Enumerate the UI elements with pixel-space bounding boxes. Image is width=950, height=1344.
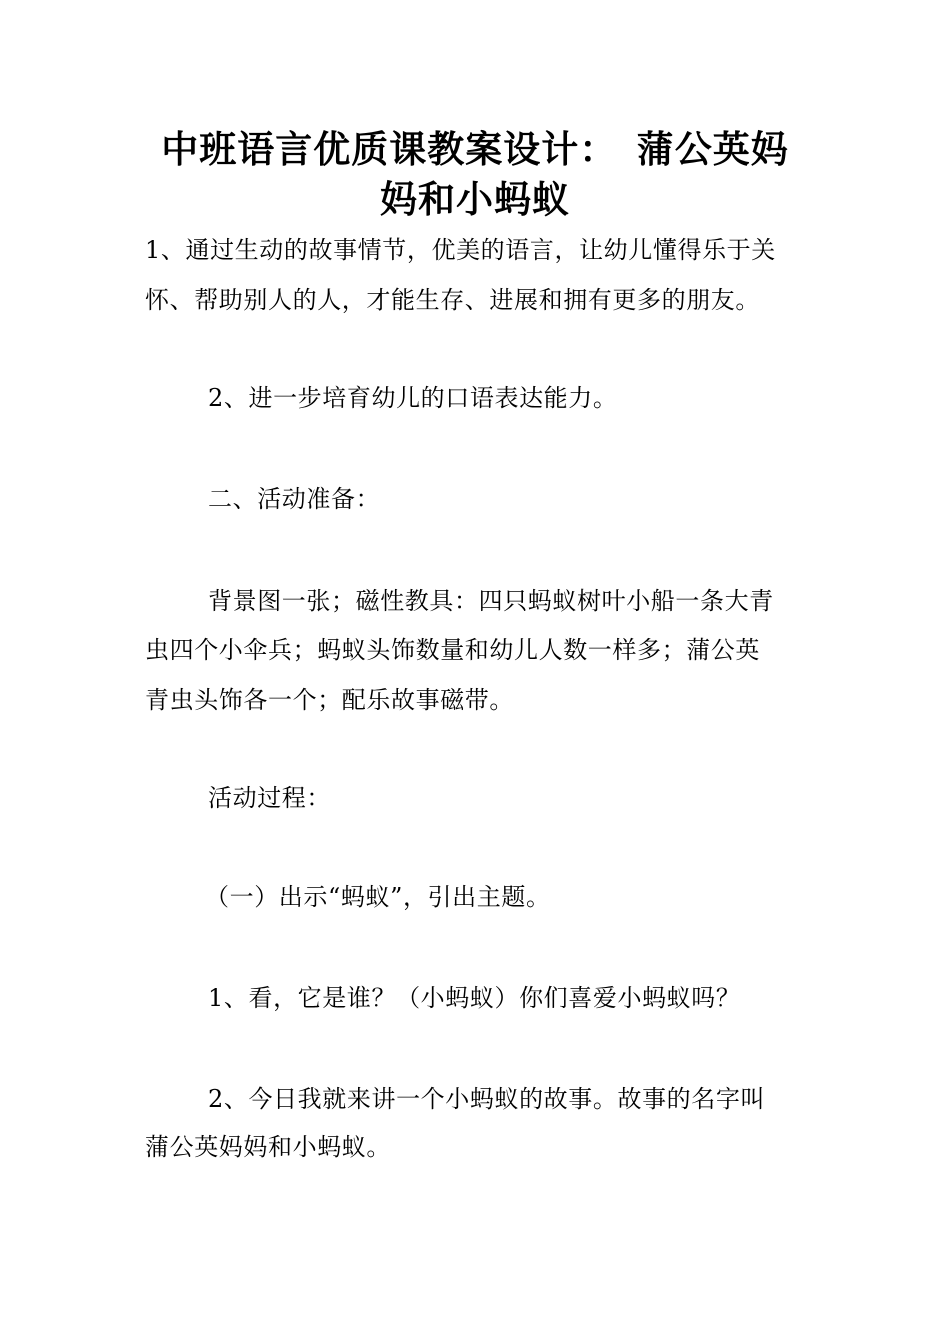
paragraph-1-line-1: 1、通过生动的故事情节，优美的语言，让幼儿懂得乐于关: [145, 236, 776, 264]
materials-line-3: 青虫头饰各一个；配乐故事磁带。: [145, 686, 514, 714]
paragraph-1-line-2: 怀、帮助别人的人，才能生存、进展和拥有更多的朋友。: [145, 286, 760, 314]
document-title-line-2: 妈和小蚂蚁: [380, 178, 570, 221]
materials-line-2: 虫四个小伞兵；蚂蚁头饰数量和幼儿人数一样多；蒲公英: [145, 636, 760, 664]
document-title-line-1: 中班语言优质课教案设计： 蒲公英妈: [161, 128, 789, 171]
materials-line-1: 背景图一张；磁性教具：四只蚂蚁树叶小船一条大青: [208, 587, 774, 615]
section-heading-process: 活动过程：: [208, 784, 331, 812]
section-heading-preparation: 二、活动准备：: [208, 485, 381, 513]
step-one-heading: （一）出示“蚂蚁”，引出主题。: [205, 883, 551, 911]
step-2-line-2: 蒲公英妈妈和小蚂蚁。: [145, 1133, 391, 1161]
step-1: 1、看，它是谁？（小蚂蚁）你们喜爱小蚂蚁吗？: [208, 984, 741, 1012]
step-2-line-1: 2、今日我就来讲一个小蚂蚁的故事。故事的名字叫: [208, 1085, 766, 1113]
paragraph-2: 2、进一步培育幼儿的口语表达能力。: [208, 384, 618, 412]
